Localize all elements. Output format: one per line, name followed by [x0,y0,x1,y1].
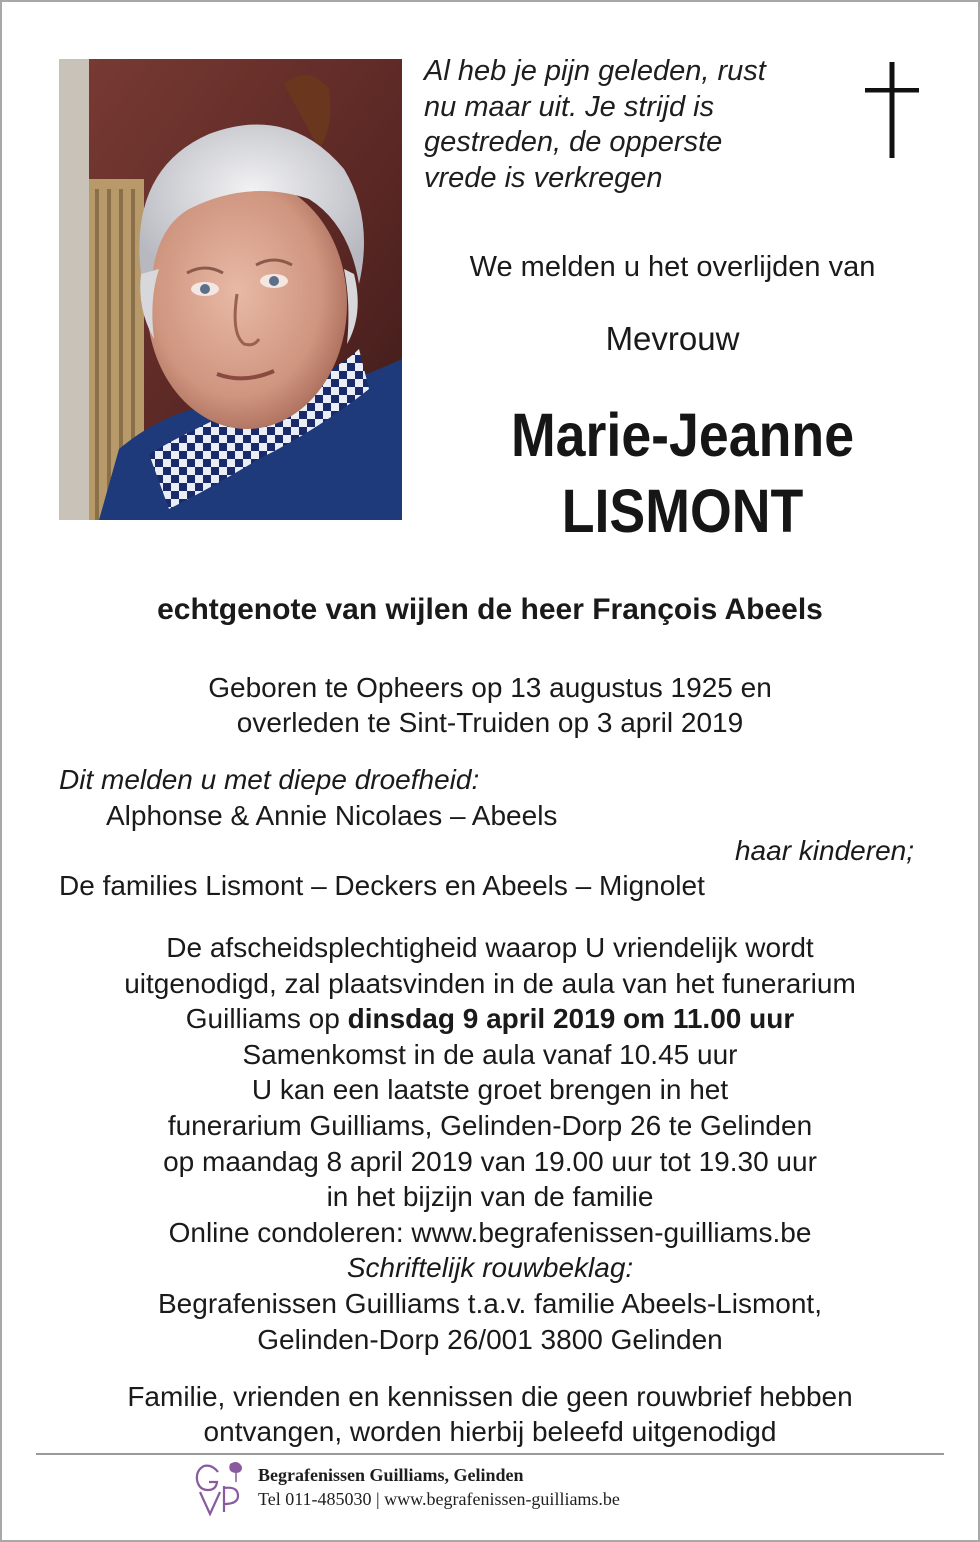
poem-line: nu maar uit. Je strijd is [424,90,715,123]
ceremony-date: dinsdag 9 april 2019 om 11.00 uur [347,1003,795,1035]
ceremony-line: Samenkomst in de aula vanaf 10.45 uur [242,1038,738,1070]
closing-line: Familie, vrienden en kennissen die geen rouwbrief hebben [127,1381,853,1412]
ceremony-line: in het bijzijn van de familie [326,1181,654,1213]
poem-line: Al heb je pijn geleden, rust [424,55,766,87]
footer-divider [36,1453,944,1455]
footer-contact: Tel 011-485030 | www.begrafenissen-guilliams.be [258,1489,620,1509]
ceremony-line: Schriftelijk rouwbeklag: [346,1252,634,1284]
ceremony-date-line [40,1001,940,1037]
closing-line: ontvangen, worden hierbij beleefd uitgenodigd [203,1416,777,1447]
ceremony-line: De afscheidsplechtigheid waarop U vriendelijk wordt [166,932,814,963]
mourners-children-role: haar kinderen; [734,835,914,866]
mourners-intro: Dit melden u met diepe droefheid: [59,764,480,795]
closing-note [40,1379,940,1449]
ceremony-date-prefix: Guilliams op [185,1003,348,1035]
deceased-last-name: LISMONT [561,477,804,545]
ceremony-line: Gelinden-Dorp 26/001 3800 Gelinden [257,1323,723,1355]
poem-line: vrede is verkregen [424,161,663,194]
ceremony-info [40,930,940,1357]
ceremony-line: Begrafenissen Guilliams t.a.v. familie Abeels-Lismont, [158,1287,822,1319]
portrait-photo [59,59,402,520]
ceremony-line: uitgenodigd, zal plaatsvinden in de aula van het funerarium [124,967,856,999]
deceased-first-name: Marie-Jeanne [510,401,855,469]
ceremony-line: funerarium Guilliams, Gelinden-Dorp 26 te Gelinden [167,1109,813,1141]
death-line: overleden te Sint-Truiden op 3 april 2019 [236,707,744,738]
ceremony-line: op maandag 8 april 2019 van 19.00 uur tot 19.30 uur [163,1145,817,1177]
ceremony-line: Online condoleren: www.begrafenissen-guilliams.be [168,1216,812,1248]
birth-death-info [40,670,940,740]
spouse-line: echtgenote van wijlen de heer François Abeels [157,593,823,626]
poem-line: gestreden, de opperste [424,126,723,158]
footer-company-name: Begrafenissen Guilliams, Gelinden [258,1465,524,1485]
mourners-children: Alphonse & Annie Nicolaes – Abeels [106,800,558,831]
funeral-home-monogram-logo [192,1460,248,1518]
ceremony-line: U kan een laatste groet brengen in het [251,1074,729,1106]
latin-cross-icon [862,62,922,158]
poem [424,54,844,196]
birth-line: Geboren te Opheers op 13 augustus 1925 en [208,672,772,703]
mourners-families: De families Lismont – Deckers en Abeels – Mignolet [59,870,705,901]
honorific: Mevrouw [605,320,740,357]
announcement: We melden u het overlijden van [469,251,876,283]
